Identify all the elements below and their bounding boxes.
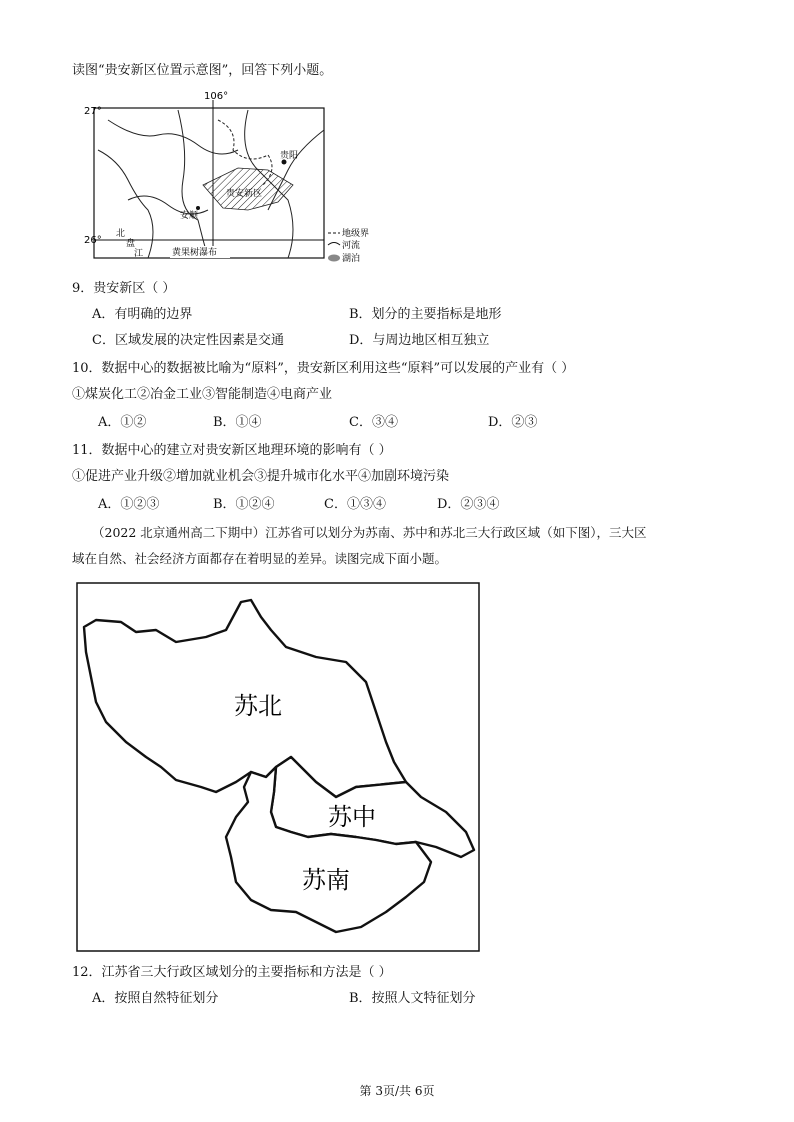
intro2-line1: （2022 北京通州高二下期中）江苏省可以划分为苏南、苏中和苏北三大行政区域（如下图），三大区 [92, 525, 647, 540]
lat-top-label: 27° [84, 106, 102, 117]
q9-option-b[interactable]: B．划分的主要指标是地形 [349, 307, 502, 322]
q9-stem: 9．贵安新区（ ） [72, 281, 176, 296]
place-pan: 盘 [126, 239, 136, 249]
page-footer: 第 3页/共 6页 [359, 1084, 435, 1098]
q10-option-a[interactable]: A．①② [98, 415, 147, 430]
place-jiang: 江 [134, 249, 144, 259]
q10-option-d[interactable]: D．②③ [488, 415, 538, 430]
river-3 [178, 110, 208, 258]
legend-lake: 湖泊 [342, 254, 361, 264]
q9-option-c[interactable]: C．区域发展的决定性因素是交通 [92, 333, 284, 348]
lon-label: 106° [204, 91, 229, 102]
q11-option-d[interactable]: D．②③④ [437, 497, 500, 512]
label-subei: 苏北 [234, 692, 282, 720]
q12-option-b[interactable]: B．按照人文特征划分 [349, 991, 476, 1006]
river-2 [108, 120, 238, 154]
q12-stem: 12．江苏省三大行政区域划分的主要指标和方法是（ ） [72, 965, 392, 980]
jiangsu-regions-map [76, 582, 480, 952]
place-bei: 北 [116, 229, 126, 239]
q11-option-c[interactable]: C．①③④ [324, 497, 386, 512]
q11-option-b[interactable]: B．①②④ [213, 497, 275, 512]
place-waterfall: 黄果树瀑布 [172, 248, 218, 258]
q10-items: ①煤炭化工②冶金工业③智能制造④电商产业 [72, 387, 333, 402]
intro-map1: 读图“贵安新区位置示意图”，回答下列小题。 [72, 63, 333, 78]
legend-river: 河流 [342, 241, 361, 251]
place-anshun: 安顺 [180, 211, 199, 221]
intro2-line2: 域在自然、社会经济方面都存在着明显的差异。读图完成下面小题。 [72, 551, 448, 566]
legend-boundary: 地级界 [342, 229, 370, 239]
q10-stem: 10．数据中心的数据被比喻为“原料”，贵安新区利用这些“原料”可以发展的产业有（ ） [72, 361, 575, 376]
q11-stem: 11．数据中心的建立对贵安新区地理环境的影响有（ ） [72, 443, 392, 458]
label-sunan: 苏南 [302, 866, 350, 894]
q9-option-d[interactable]: D．与周边地区相互独立 [349, 333, 490, 348]
place-guiyang: 贵阳 [280, 151, 299, 161]
guian-location-map [84, 90, 378, 270]
q10-option-b[interactable]: B．①④ [213, 415, 262, 430]
place-guian: 贵安新区 [226, 189, 263, 199]
q11-option-a[interactable]: A．①②③ [98, 497, 160, 512]
label-suzhong: 苏中 [328, 803, 376, 831]
legend-river-symbol [328, 243, 340, 246]
lat-bottom-label: 26° [84, 235, 102, 246]
q10-option-c[interactable]: C．③④ [349, 415, 398, 430]
q9-option-a[interactable]: A．有明确的边界 [92, 307, 193, 322]
q11-items: ①促进产业升级②增加就业机会③提升城市化水平④加剧环境污染 [72, 469, 450, 484]
legend-lake-symbol [328, 255, 340, 262]
anshun-dot [196, 206, 200, 210]
q12-option-a[interactable]: A．按照自然特征划分 [92, 991, 219, 1006]
